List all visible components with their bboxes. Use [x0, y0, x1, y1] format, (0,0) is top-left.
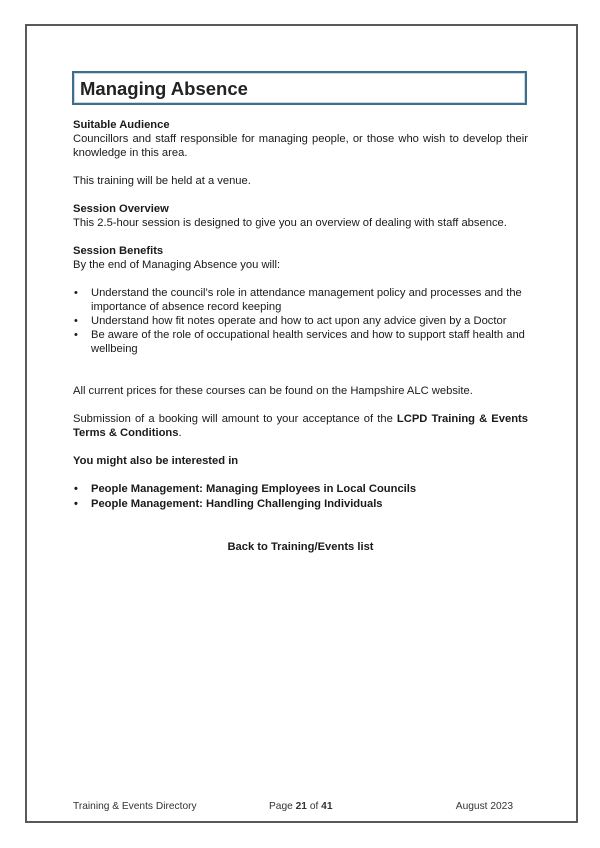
page-title: Managing Absence	[80, 78, 248, 99]
audience-text: Councillors and staff responsible for managing people, or those who wish to develop their knowledge in this area.	[73, 133, 528, 159]
overview-text: This 2.5-hour session is designed to give you an overview of dealing with staff absence.	[73, 217, 507, 229]
footer-title: Training & Events Directory	[73, 801, 197, 812]
content	[73, 118, 528, 554]
page-total: 41	[321, 801, 333, 812]
submission-text	[73, 412, 528, 440]
benefits-heading: Session Benefits	[73, 245, 164, 257]
overview-heading: Session Overview	[73, 203, 169, 215]
list-item: • Understand how fit notes operate and how to act upon any advice given by a Doctor	[73, 314, 528, 328]
page-current: 21	[295, 801, 307, 812]
benefits-intro: By the end of Managing Absence you will:	[73, 259, 281, 271]
page-of: of	[309, 801, 319, 812]
interested-list	[73, 482, 528, 511]
submission-before: Submission of a booking will amount to your acceptance of the	[73, 413, 397, 425]
submission-after: .	[178, 427, 182, 439]
title-box	[72, 71, 527, 105]
interested-heading: You might also be interested in	[73, 455, 239, 467]
list-item: • Be aware of the role of occupational health services and how to support staff health and wellbeing	[73, 328, 528, 356]
prices-text: All current prices for these courses can be found on the Hampshire ALC website.	[73, 385, 473, 397]
list-item: • Understand the council’s role in attendance management policy and processes and the importance of absence record keeping	[73, 286, 528, 314]
venue-text: This training will be held at a venue.	[73, 175, 251, 187]
audience-heading: Suitable Audience	[73, 119, 170, 131]
benefits-list	[73, 286, 528, 356]
page-label: Page	[269, 801, 293, 812]
related-course-link[interactable]: • People Management: Handling Challenging Individuals	[73, 497, 528, 511]
back-to-list-link[interactable]: Back to Training/Events list	[227, 541, 374, 553]
footer-date: August 2023	[455, 801, 513, 812]
related-course-link[interactable]: • People Management: Managing Employees in Local Councils	[73, 482, 528, 496]
page-number	[269, 800, 333, 814]
terms-link[interactable]: LCPD Training & Events Terms & Conditions	[73, 413, 528, 439]
